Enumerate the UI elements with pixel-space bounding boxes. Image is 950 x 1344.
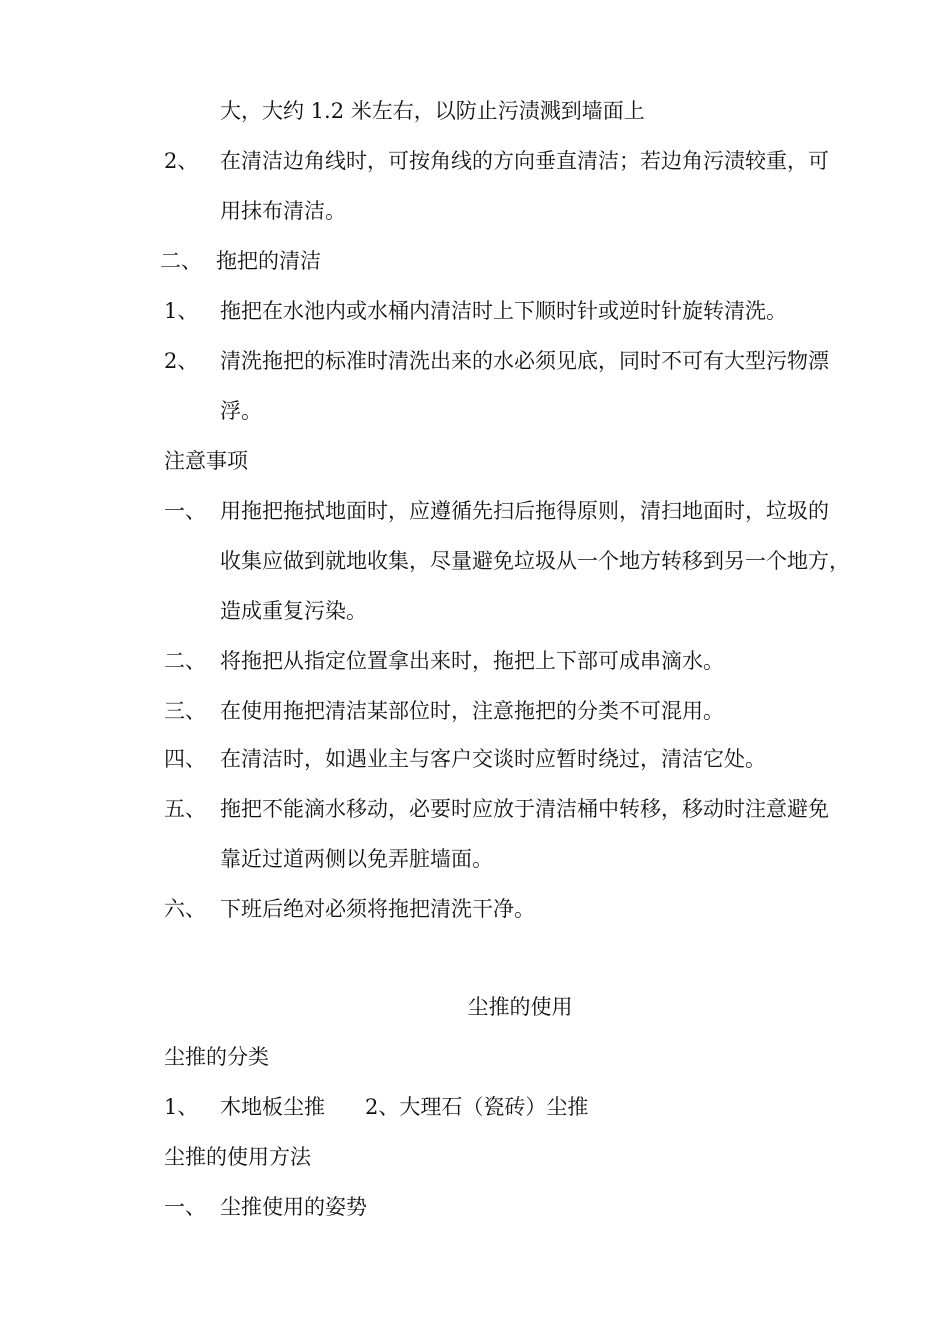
continuation-text: 大，大约 1.2 米左右，以防止污渍溅到墙面上 [220,99,645,123]
list-number: 一、 [164,1195,206,1219]
list-text: 将拖把从指定位置拿出来时，拖把上下部可成串滴水。 [220,649,724,673]
list-number: 1、 [164,1095,199,1119]
dust-push-title: 尘推的使用 [467,995,573,1019]
list-text: 造成重复污染。 [220,599,367,623]
list-number: 1、 [164,299,199,323]
section-number: 二、 [160,249,202,273]
list-text: 在清洁时，如遇业主与客户交谈时应暂时绕过，清洁它处。 [220,747,766,771]
list-text: 在清洁边角线时，可按角线的方向垂直清洁；若边角污渍较重，可 [220,149,829,173]
list-text: 浮。 [220,399,262,423]
list-number: 一、 [164,499,206,523]
list-text: 收集应做到就地收集，尽量避免垃圾从一个地方转移到另一个地方， [220,549,850,573]
category-item-wood: 木地板尘推 [220,1095,325,1119]
list-text: 尘推使用的姿势 [220,1195,367,1219]
list-text: 下班后绝对必须将拖把清洗干净。 [220,897,535,921]
list-number: 2、 [164,349,199,373]
list-text: 用抹布清洁。 [220,199,346,223]
method-heading: 尘推的使用方法 [164,1145,311,1169]
list-number: 2、 [164,149,199,173]
list-number: 四、 [164,747,206,771]
list-text: 拖把不能滴水移动，必要时应放于清洁桶中转移，移动时注意避免 [220,797,829,821]
section-title: 拖把的清洁 [216,249,321,273]
list-number: 二、 [164,649,206,673]
list-number: 五、 [164,797,206,821]
list-text: 靠近过道两侧以免弄脏墙面。 [220,847,493,871]
list-number: 三、 [164,699,206,723]
list-text: 拖把在水池内或水桶内清洁时上下顺时针或逆时针旋转清洗。 [220,299,787,323]
list-text: 用拖把拖拭地面时，应遵循先扫后拖得原则，清扫地面时，垃圾的 [220,499,829,523]
category-heading: 尘推的分类 [164,1045,269,1069]
list-text: 清洗拖把的标准时清洗出来的水必须见底，同时不可有大型污物漂 [220,349,829,373]
list-text: 在使用拖把清洁某部位时，注意拖把的分类不可混用。 [220,699,724,723]
category-item-marble: 2、大理石（瓷砖）尘推 [365,1095,589,1119]
notes-heading-text: 注意事项 [164,449,248,473]
category-items [220,1093,588,1121]
list-number: 六、 [164,897,206,921]
